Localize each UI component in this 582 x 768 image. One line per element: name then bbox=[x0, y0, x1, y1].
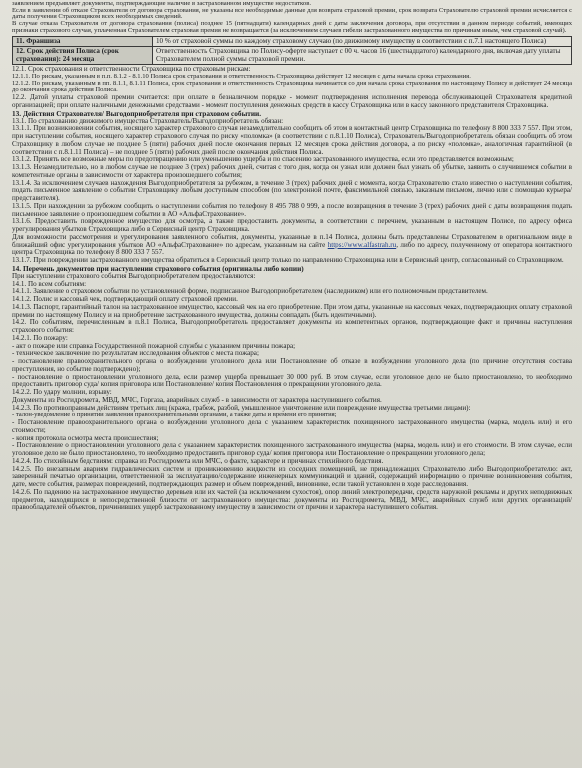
table-row bbox=[13, 36, 572, 47]
table-cell-value: 10 % от страховой суммы по каждому страховому случаю (по движимому имуществу в соответствии с п.7.1 настоящего Полиса) bbox=[153, 36, 572, 47]
paragraph: - акт о пожаре или справка Государственной пожарной службы с указанием причины пожара; bbox=[12, 341, 296, 350]
paragraph: 14.1.2. Полис и кассовый чек, подтверждающий оплату страховой премии. bbox=[12, 295, 238, 304]
paragraph: 14.2.3. По противоправным действиям третьих лиц (кража, грабеж, разбой, умышленное уничтожение или повреждение имущества третьими лицами): bbox=[12, 403, 471, 412]
paragraph: 13.1.2. Принять все возможные меры по предотвращению или уменьшению ущерба и по спасению застрахованного имущества, если это представляется возможным; bbox=[12, 155, 514, 164]
paragraph: - техническое заключение по результатам исследования объектов с места пожара; bbox=[12, 349, 259, 358]
paragraph: 12.2. Датой уплаты страховой премии считается: при оплате в безналичном порядке - момент подтверждения исполнения перевода обслуживающей Страхователя кредитной организацией; при оплате наличными денежными средствами - момент поступления денежных средств в кассу Страховщика или в кассу законного представителя Страховщика. bbox=[12, 93, 572, 109]
section-heading: 14. Перечень документов при наступлении страхового события (оригиналы либо копии) bbox=[12, 263, 304, 273]
paragraph: 13.1.5. При нахождении за рубежом сообщить о наступлении события по телефону 8 495 788 0 999, а после возвращения в течение 3 (трех) рабочих дней с даты возвращения подать письменное заявление о произошедшем событии в АО «АльфаСтрахование». bbox=[12, 201, 572, 218]
paragraph: заявлением предъявляет документы, подтверждающие наличие в застрахованном имуществе недостатков. bbox=[12, 0, 311, 7]
paragraph: При наступлении страхового события Выгодоприобретателем предоставляются: bbox=[12, 271, 256, 280]
paragraph: 13.1.1. При возникновении события, носящего характер страхового случая незамедлительно сообщить об этом в контактный центр Страховщика по телефону 8 800 333 7 557. При этом, при наступлении события, носящего характер страхового случая по риску «поломка» (в соответствии с п.8.1.10 Полиса), Страхователь/Выгодоприобретатель обязан сообщить об этом Страховщику в любом случае не позднее 5 (пяти) рабочих дней после окончания первых 12 месяцев срока действия договора, а по риску «поломка», аналогичная гарантийной (в соответствии с п.8.1.11 Полиса) – не позднее 5 (пяти) рабочих дней после окончания действия Полиса. bbox=[12, 124, 572, 156]
paragraph: 14.1. По всем событиям: bbox=[12, 279, 87, 288]
paragraph: 14.2.2. По удару молнии, взрыву: bbox=[12, 388, 112, 397]
paragraph: - копия протокола осмотра места происшествия; bbox=[12, 433, 159, 442]
policy-terms-table bbox=[12, 36, 572, 66]
paragraph: 13.1.4. За исключением случаев нахождения Выгодоприобретателя за рубежом, в течение 3 (трех) рабочих дней с момента, когда Страхователю стало известно о наступлении события, подать письменное заявление о событии Страховщику любым доступным способом (по электронной почте, факсимильной связью, заказным письмом, лично или с помощью курьера/представителя). bbox=[12, 178, 572, 203]
paragraph: 12.1. Срок страхования и ответственности Страховщика по страховым рискам: bbox=[12, 65, 251, 74]
paragraph: Для возможности рассмотрения и урегулирования заявленного события, документы, указанные в п.14 Полиса, должны быть представлены Страхователем в оригинальном виде в ближайший офис урегулирования убытков АО «АльфаСтрахование» по адресам, указанным на сайте https://www.alfastrah.ru, либо по адресу, полученному от оператора контактного центра Страховщика по телефону 8 800 333 7 557. bbox=[12, 232, 573, 257]
table-cell-key: 12. Срок действия Полиса (срок страхования): 24 месяца bbox=[13, 47, 153, 65]
paragraph: 14.1.1. Заявление о страховом событии по установленной форме, подписанное Выгодоприобретателем (наследником) или его полномочным представителем. bbox=[12, 287, 488, 296]
section-heading: 13. Действия Страхователя/ Выгодоприобретателя при страховом событии. bbox=[12, 108, 262, 118]
paragraph: - постановление о приостановлении уголовного дела, если размер ущерба превышает 30 000 руб. В этом случае, если уголовное дело не было приостановлено, то необходимо предоставить приговор суда/ копия приговора или Постановление/ копия Постановления о прекращении уголовного дела. bbox=[12, 372, 572, 389]
paragraph: - Постановление правоохранительного органа о возбуждении уголовного дела с указанием характеристик похищенного застрахованного имущества (марка, модель или) и его стоимости; bbox=[12, 418, 572, 434]
paragraph: Документы из Росгидромета, МВД, МЧС, Горгаза, аварийных служб - в зависимости от характера наступившего события. bbox=[12, 395, 382, 404]
paragraph: 14.1.3. Паспорт, гарантийный талон на застрахованное имущество, кассовый чек на его приобретение. При этом даты, указанные на кассовых чеках, подтверждающих оплату страховой премии по настоящему Полису и на приобретение застрахованного имущества, должны совпадать (быть идентичными). bbox=[12, 302, 572, 319]
paragraph: 14.2.4. По стихийным бедствиям: справка из Росгидромета или МЧС, о факте, характере и причинах стихийного бедствия. bbox=[12, 456, 384, 465]
paragraph: Если в заявлении об отказе Страхователя от договора страхования, не указаны все необходимые данные для возврата страховой премии, срок возврата Страхователю страховой премии исчисляется с даты получения Страховщиком всех необходимых сведений. bbox=[12, 6, 572, 21]
paragraph: - талон-уведомление о принятии заявления правоохранительными органами, а также даты и времени его принятия; bbox=[12, 411, 337, 419]
paragraph: 13.1.6. Предоставить поврежденное имущество для осмотра, а также предоставить документы, в соответствии с перечнем, указанным в настоящем Полисе, по адресу офиса урегулирования убытков Страховщика либо в Сервисный центр Страховщика. bbox=[12, 217, 572, 234]
paragraph: - постановление правоохранительного органа о возбуждении уголовного дела или Постановление об отказе в возбуждении уголовного дела (по причине отсутствия состава преступления, но событие подтверждено); bbox=[12, 357, 572, 373]
paragraph: 14.2.5. По внезапным авариям гидравлических систем и проникновению жидкости из соседних помещений, не принадлежащих Страхователю либо Выгодоприобретателю: акт, заверенный печатью организации, ответственной за эксплуатацию/содержание инженерных коммуникаций и зданий, содержащий информацию о причине возникновения события, дате, месте события, размерах повреждений, подтверждающих размер и объем повреждений, виновнике, если такой установлен в ходе расследования. bbox=[12, 464, 572, 489]
paragraph: В случае отказа Страхователя от договора страхования (полиса) позднее 15 (пятнадцати) календарных дней с даты заключения договора, при отсутствии в данном периоде событий, имеющих признаки страхового случая, уплаченная Страхователем страховая премия не возвращается (за исключением случаев гибели застрахованного имущества по причинам иным, чем страховой случай). bbox=[12, 20, 572, 34]
document-body bbox=[12, 66, 572, 512]
paragraph: 14.2. По событиям, перечисленным в п.8.1 Полиса, Выгодоприобретатель предоставляет документы из компетентных органов, подтверждающие факт и причины наступления страхового события: bbox=[12, 318, 572, 335]
paragraph: 13.1. По страхованию движимого имущества Страхователь/Выгодоприобретатель обязан: bbox=[12, 116, 284, 125]
document-top-block bbox=[12, 1, 572, 35]
table-row bbox=[13, 47, 572, 65]
paragraph: 13.1.3. Незамедлительно, но в любом случае не позднее 3 (трех) рабочих дней, считая с того дня, когда он узнал или должен был узнать об убытке, заявить о случившемся событии в компетентные органы в зависимости от характера произошедшего события; bbox=[12, 163, 572, 179]
website-link[interactable]: https://www.alfastrah.ru bbox=[327, 240, 397, 249]
table-cell-key: 11. Франшиза bbox=[13, 36, 153, 47]
table-cell-value: Ответственность Страховщика по Полису-оферте наступает с 00 ч. часов 16 (шестнадцатого) календарного дня, включая дату уплаты Страхователем полной суммы страховой премии. bbox=[153, 47, 572, 65]
paragraph: 14.2.6. По падению на застрахованное имущество деревьев или их частей (за исключением сухостоя), опор линий электропередачи, средств наружной рекламы и других неподвижных предметов, находящихся в непосредственной близости от застрахованного имущества: документы из Росгидромета, МВД, МЧС, аварийных служб или других организаций/правообладателей объектов, причинивших ущерб застрахованному имуществу в зависимости от причин и характера наступившего события. bbox=[12, 487, 572, 512]
paragraph: - Постановление о приостановлении уголовного дела с указанием характеристик похищенного застрахованного имущества (марка, модель или) и его стоимости. В этом случае, если уголовное дело не было приостановлено, то необходимо предоставить приговор суда/ копия приговора или Постановление о прекращении уголовного дела; bbox=[12, 441, 572, 458]
paragraph: 12.1.2. По рискам, указанным в пп. 8.1.1, 8.1.11 Полиса, срок страхования и ответственность Страховщика начинается со дня начала срока страхования по настоящему Полису и действует 24 месяца до окончания срока действия Полиса. bbox=[12, 79, 572, 94]
paragraph: 12.1.1. По рискам, указанным в п.п. 8.1.2 - 8.1.10 Полиса срок страхования и ответственность Страховщика действует 12 месяцев с даты начала срока страхования. bbox=[12, 73, 471, 81]
paragraph: 13.1.7. При повреждении застрахованного имущества обратиться в Сервисный центр только по направлению Страховщика или в Сервисный центр, согласованный со Страховщиком. bbox=[12, 256, 564, 265]
paragraph: 14.2.1. По пожару: bbox=[12, 333, 68, 342]
